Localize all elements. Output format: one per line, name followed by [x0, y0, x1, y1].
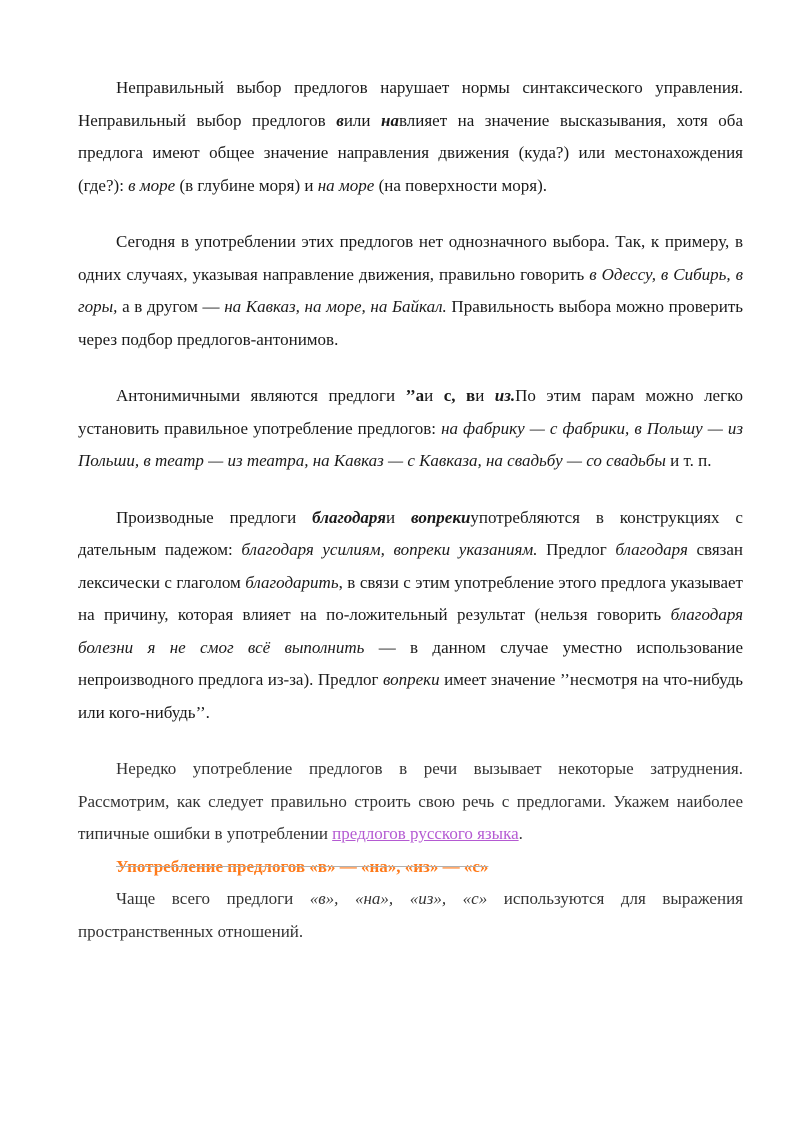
paragraph-6	[78, 883, 743, 948]
link-russian-prepositions[interactable]: предлогов русского языка	[332, 824, 519, 843]
text-span: связан лексически с глаголом	[78, 540, 744, 592]
italic-example: благодарить	[245, 572, 339, 592]
paragraph-4	[78, 502, 743, 730]
bold-term: с, в	[443, 386, 476, 405]
bold-term: ’’а	[405, 386, 425, 405]
text-span: используются для выражения пространственных отношений.	[78, 889, 743, 941]
paragraph-5	[78, 753, 743, 851]
text-span: и	[385, 507, 411, 527]
bold-term: на	[381, 110, 399, 130]
italic-example: «в», «на», «из», «с»	[309, 889, 488, 908]
italic-example: в Одессу, в Сибирь, в горы,	[78, 264, 744, 316]
text-span: и т. п.	[665, 451, 712, 470]
text-span: а в другом —	[117, 297, 225, 316]
text-span: Антонимичными являются предлоги	[116, 386, 406, 405]
bold-term: благодаря	[312, 507, 386, 527]
text-span: , в связи с этим употребление этого предлога указывает на причину, которая влияет на по-ложительный результат (нельзя говорить	[78, 572, 743, 624]
text-span: По этим парам можно легко установить правильное употребление предлогов:	[78, 386, 743, 438]
text-span: Правильность выбора можно проверить через подбор предлогов-антонимов.	[78, 297, 744, 349]
italic-example: вопреки	[382, 670, 440, 689]
text-span: (в глубине моря) и	[175, 175, 318, 195]
italic-example: на фабрику — с фабрики, в Польшу — из Польши, в театр — из театра, на Кавказ — с Кавказа, на свадьбу — со свадьбы	[78, 418, 743, 470]
text-span: (на поверхности моря).	[374, 175, 548, 195]
document-page	[78, 72, 743, 948]
italic-example: на Кавказ, на море, на Байкал.	[224, 297, 447, 316]
italic-example: благодаря болезни я не смог всё выполнить	[78, 605, 743, 657]
bold-term: в	[336, 110, 344, 130]
section-heading	[78, 851, 743, 884]
text-span: и	[475, 386, 495, 405]
text-span: — в данном случае уместно использование непроизводного предлога из-за). Предлог	[78, 637, 744, 689]
text-span: влияет на значение высказывания, хотя оба предлога имеют общее значение направления движения (куда?) или местонахождения (где?):	[78, 110, 743, 195]
bold-term: вопреки	[410, 507, 471, 527]
text-span: Предлог	[537, 540, 616, 559]
italic-example: благодаря	[615, 540, 688, 559]
text-span: и	[424, 386, 444, 405]
section-heading-text: Употребление предлогов «в» — «на», «из» — «с»	[116, 856, 489, 876]
paragraph-1	[78, 72, 743, 202]
italic-example: в море	[128, 175, 176, 195]
text-span: имеет значение ’’несмотря на что-нибудь или кого-нибудь’’.	[78, 670, 743, 722]
text-span: употребляются в конструкциях с дательным падежом:	[78, 507, 743, 559]
text-span: Сегодня в употреблении этих предлогов нет однозначного выбора. Так, к примеру, в одних случаях, указывая направление движения, правильно говорить	[78, 232, 743, 284]
text-span: Производные предлоги	[116, 507, 313, 527]
text-span: .	[518, 824, 523, 843]
italic-example: благодаря усилиям, вопреки указаниям.	[241, 540, 538, 559]
italic-example: на море	[317, 175, 375, 195]
bold-term: из.	[494, 386, 516, 405]
text-span: Чаще всего предлоги	[116, 889, 310, 908]
text-span: Неправильный выбор предлогов нарушает нормы синтаксического управления. Неправильный выбор предлогов	[78, 78, 743, 130]
text-span: или	[343, 110, 382, 130]
text-span: Нередко употребление предлогов в речи вызывает некоторые затруднения. Рассмотрим, как следует правильно строить свою речь с предлогами. Укажем наиболее типичные ошибки в употреблении	[78, 759, 743, 843]
paragraph-2	[78, 226, 743, 356]
paragraph-3	[78, 380, 743, 478]
